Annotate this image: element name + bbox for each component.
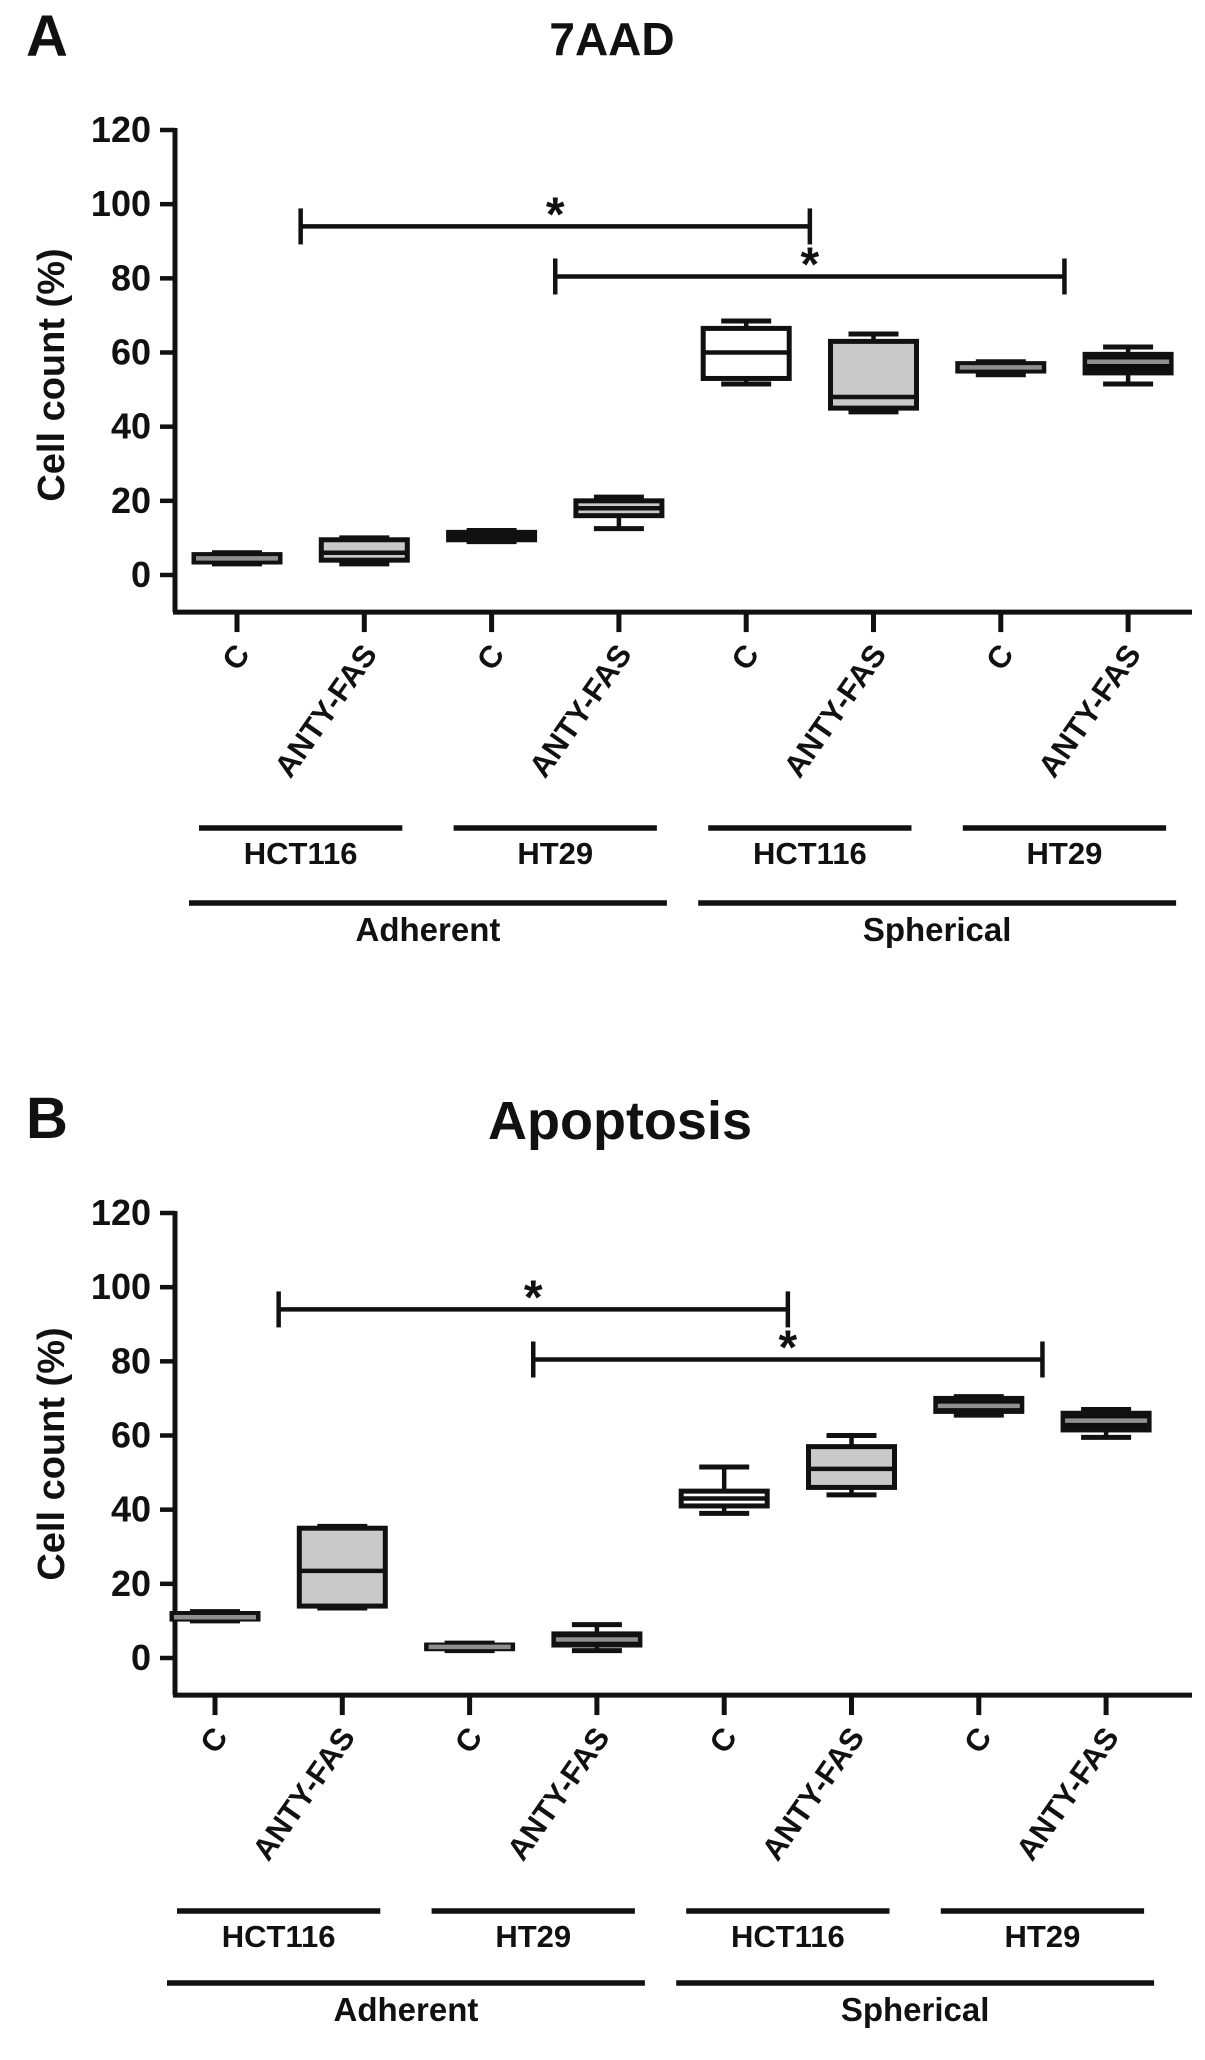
panel-a-chart [0, 0, 1205, 1020]
box-plot-2 [299, 1526, 385, 1608]
y-axis-tick-label: 120 [90, 1192, 151, 1234]
y-axis-tick-label: 60 [110, 331, 151, 373]
category-label: C [193, 1721, 235, 1760]
iqr-box [321, 540, 407, 560]
panel-a-y-axis-title: Cell count (%) [31, 248, 73, 502]
box-plot-7 [936, 1397, 1022, 1416]
cell-line-label: HCT116 [221, 1919, 336, 1954]
significance-bar [301, 188, 810, 244]
category-label: ANTY-FAS [267, 638, 385, 784]
box-plot-3 [427, 1643, 513, 1650]
y-axis-tick-label: 100 [90, 1266, 151, 1308]
y-axis-tick-label: 0 [130, 554, 151, 595]
panel-b-letter: B [26, 1086, 68, 1151]
significance-asterisk: * [523, 1271, 543, 1325]
condition-label: Spherical [862, 911, 1012, 948]
box-plot-6 [809, 1436, 895, 1495]
y-axis-tick-label: 120 [90, 109, 151, 151]
cell-line-label: HT29 [517, 836, 594, 871]
box-plot-6 [831, 334, 917, 412]
category-label: ANTY-FAS [754, 1721, 872, 1867]
cell-line-label: HCT116 [752, 836, 867, 871]
cell-line-label: HCT116 [243, 836, 358, 871]
y-axis-tick-label: 80 [110, 257, 151, 299]
condition-label: Adherent [333, 1991, 479, 2028]
box-plot-4 [554, 1625, 640, 1651]
significance-asterisk: * [545, 188, 565, 242]
iqr-box [299, 1528, 385, 1606]
category-label: ANTY-FAS [1031, 638, 1148, 784]
box-plot-7 [958, 362, 1044, 375]
panel-a-letter: A [26, 4, 68, 69]
box-plot-8 [1063, 1410, 1149, 1438]
category-label: C [469, 638, 512, 677]
box-plot-8 [1085, 347, 1171, 384]
cell-line-label: HCT116 [730, 1919, 845, 1954]
category-label: C [447, 1721, 490, 1760]
box-plot-2 [321, 538, 407, 564]
significance-asterisk: * [800, 238, 820, 292]
significance-bar [279, 1271, 788, 1327]
significance-asterisk: * [778, 1321, 798, 1375]
category-label: C [215, 638, 257, 677]
category-label: C [957, 1721, 999, 1760]
category-label: C [979, 638, 1021, 677]
category-label: C [702, 1721, 744, 1760]
category-label: C [724, 638, 766, 677]
cell-line-label: HT29 [1026, 836, 1103, 871]
box-plot-5 [703, 321, 789, 384]
y-axis-tick-label: 40 [110, 1488, 151, 1530]
category-label: ANTY-FAS [522, 638, 639, 784]
panel-a-title: 7AAD [549, 13, 675, 65]
cell-line-label: HT29 [1004, 1919, 1081, 1954]
y-axis-tick-label: 40 [110, 405, 151, 447]
y-axis-tick-label: 100 [90, 183, 151, 225]
condition-label: Adherent [355, 911, 501, 948]
category-label: ANTY-FAS [776, 638, 894, 784]
box-plot-1 [194, 553, 280, 564]
y-axis-tick-label: 0 [130, 1637, 151, 1678]
condition-label: Spherical [840, 1991, 990, 2028]
panel-b-title: Apoptosis [488, 1091, 752, 1151]
panel-b-chart [0, 1020, 1205, 2060]
box-plot-5 [681, 1467, 767, 1513]
category-label: ANTY-FAS [245, 1721, 363, 1867]
y-axis-tick-label: 20 [110, 479, 151, 521]
y-axis-tick-label: 20 [110, 1562, 151, 1604]
category-label: ANTY-FAS [500, 1721, 617, 1867]
category-label: ANTY-FAS [1009, 1721, 1126, 1867]
significance-bar [533, 1321, 1042, 1377]
box-plot-4 [576, 497, 662, 529]
significance-bar [555, 238, 1064, 294]
box-plot-3 [449, 531, 535, 542]
y-axis-tick-label: 60 [110, 1414, 151, 1456]
panel-b-y-axis-title: Cell count (%) [31, 1327, 73, 1581]
y-axis-tick-label: 80 [110, 1340, 151, 1382]
box-plot-1 [172, 1612, 258, 1621]
cell-line-label: HT29 [495, 1919, 572, 1954]
